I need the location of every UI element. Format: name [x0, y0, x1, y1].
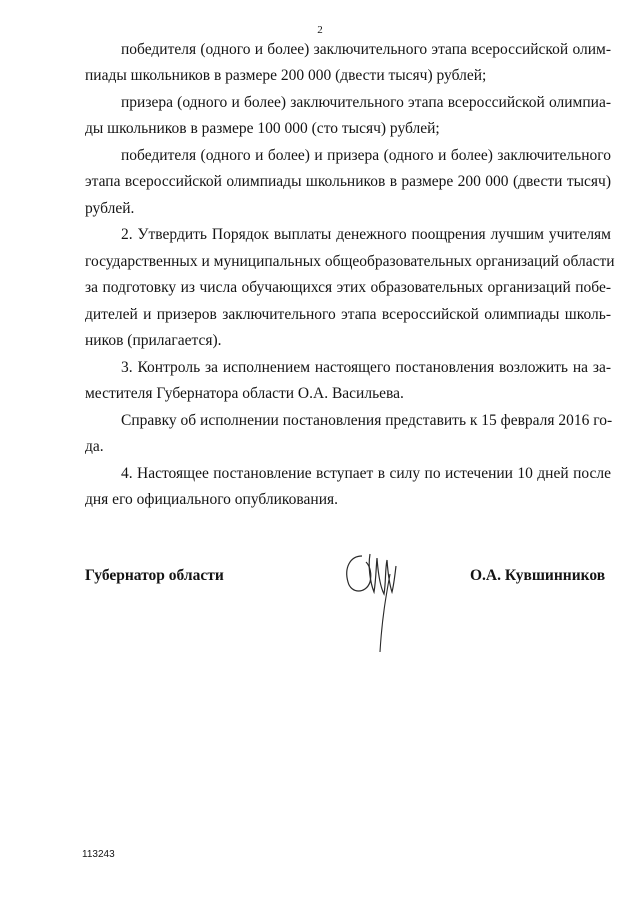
text-line: рублей. [85, 200, 135, 217]
text-line: дня его официального опубликования. [85, 491, 339, 508]
text-line: местителя Губернатора области О.А. Васильева. [85, 385, 404, 402]
text-line: победителя (одного и более) и призера (одного и более) заключительного [121, 147, 611, 164]
text-line: 2. Утвердить Порядок выплаты денежного поощрения лучшим учителям [121, 226, 611, 243]
text-line: Справку об исполнении постановления представить к 15 февраля 2016 го- [121, 412, 613, 429]
text-line: победителя (одного и более) заключительного этапа всероссийской олим- [121, 41, 611, 58]
signatory-title: Губернатор области [85, 567, 224, 584]
text-line: дителей и призеров заключительного этапа всероссийской олимпиады школь- [85, 306, 611, 323]
signatory-name: О.А. Кувшинников [470, 567, 606, 584]
text-line: пиады школьников в размере 200 000 (двести тысяч) рублей; [85, 67, 487, 84]
handwritten-signature [340, 548, 410, 658]
text-line: ды школьников в размере 100 000 (сто тысяч) рублей; [85, 120, 440, 137]
document-code: 113243 [82, 849, 115, 860]
text-line: 4. Настоящее постановление вступает в силу по истечении 10 дней после [121, 465, 611, 482]
text-line: за подготовку из числа обучающихся этих образовательных организаций побе- [85, 279, 611, 296]
text-line: 3. Контроль за исполнением настоящего постановления возложить на за- [121, 359, 611, 376]
text-line: этапа всероссийской олимпиады школьников в размере 200 000 (двести тысяч) [85, 173, 611, 190]
text-line: призера (одного и более) заключительного этапа всероссийской олимпиа- [121, 94, 611, 111]
text-line: да. [85, 438, 104, 455]
text-line: ников (прилагается). [85, 332, 222, 349]
text-line: государственных и муниципальных общеобразовательных организаций области [85, 253, 615, 270]
page-number: 2 [317, 24, 323, 36]
